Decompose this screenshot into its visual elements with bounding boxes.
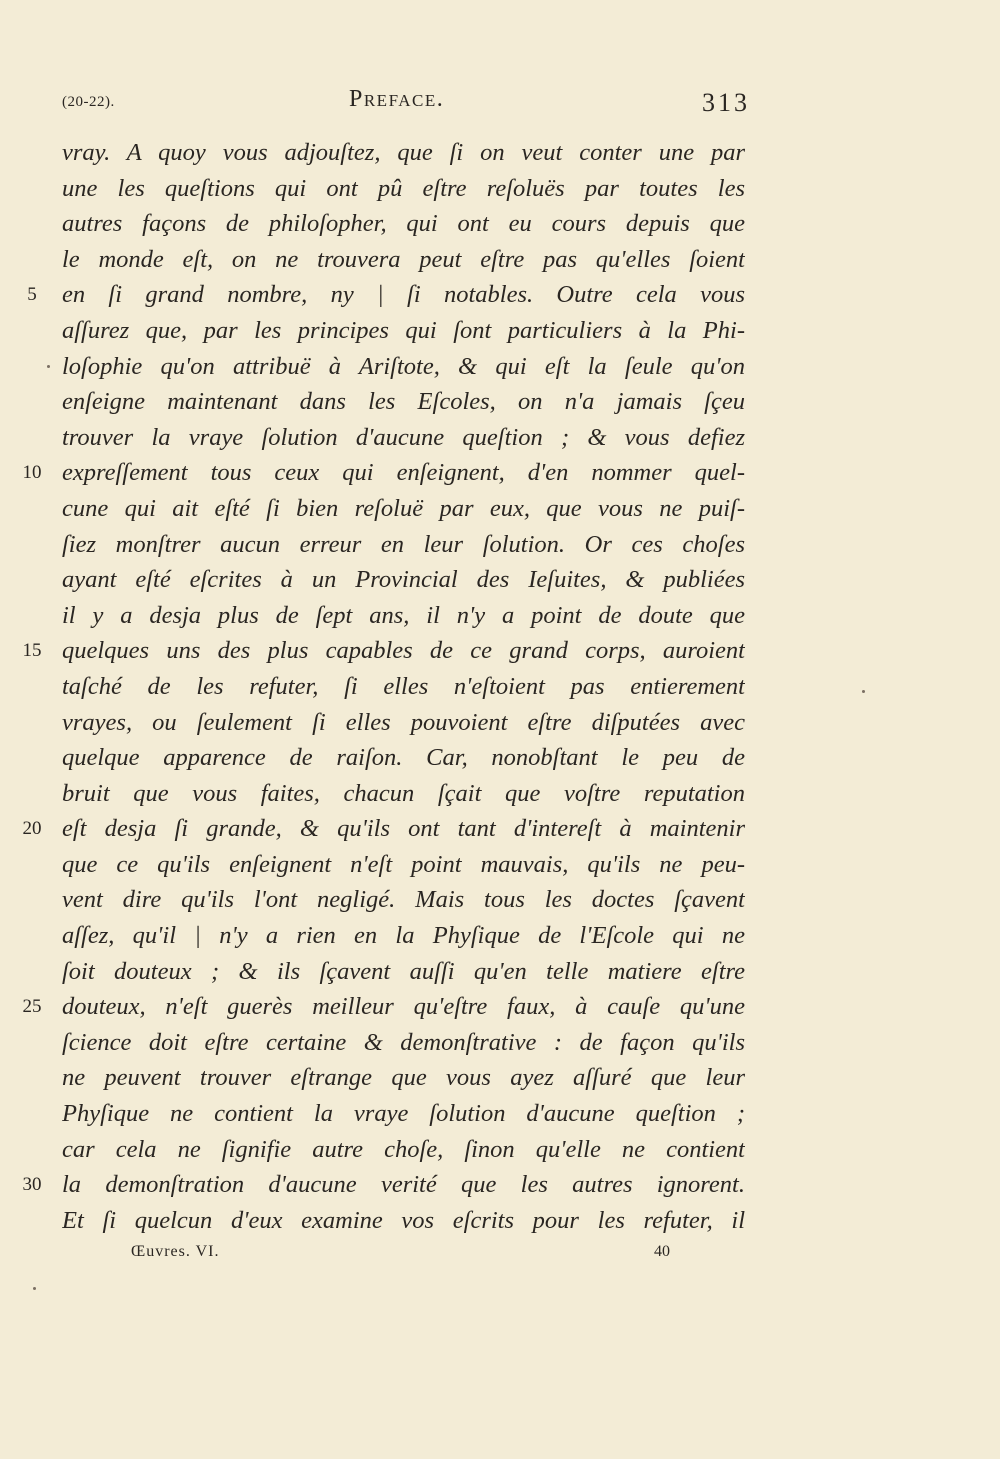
line-text: vent dire qu'ils l'ont negligé. Mais tous les doctes ſçavent bbox=[62, 886, 745, 914]
text-line bbox=[0, 491, 1000, 527]
line-text: le monde eſt, on ne trouvera peut eſtre pas qu'elles ſoient bbox=[62, 245, 745, 273]
text-line bbox=[0, 882, 1000, 918]
line-text: quelques uns des plus capables de ce grand corps, auroient bbox=[62, 637, 745, 665]
text-line bbox=[0, 1025, 1000, 1061]
line-text: enſeigne maintenant dans les Eſcoles, on n'a jamais ſçeu bbox=[62, 388, 745, 416]
text-line bbox=[0, 206, 1000, 242]
header-page-range: (20-22). bbox=[62, 94, 115, 110]
text-line bbox=[0, 1060, 1000, 1096]
text-line bbox=[0, 954, 1000, 990]
line-text: aſſez, qu'il | n'y a rien en la Phyſique de l'Eſcole qui ne bbox=[62, 922, 745, 950]
line-text: taſché de les refuter, ſi elles n'eſtoient pas entierement bbox=[62, 672, 745, 700]
sheet-number: 40 bbox=[654, 1243, 670, 1260]
text-line bbox=[0, 1167, 1000, 1203]
line-text: vray. A quoy vous adjouſtez, que ſi on veut conter une par bbox=[62, 139, 745, 166]
text-line bbox=[0, 171, 1000, 207]
line-text: trouver la vraye ſolution d'aucune queſtion ; & vous defiez bbox=[62, 423, 745, 451]
text-line bbox=[0, 242, 1000, 278]
line-number: 5 bbox=[27, 284, 37, 306]
text-line bbox=[0, 633, 1000, 669]
text-line bbox=[0, 1096, 1000, 1132]
text-line bbox=[0, 1203, 1000, 1239]
text-line bbox=[0, 989, 1000, 1025]
text-line bbox=[0, 811, 1000, 847]
text-line bbox=[0, 349, 1000, 385]
line-text: Phyſique ne contient la vraye ſolution d'aucune queſtion ; bbox=[62, 1100, 745, 1128]
text-line bbox=[0, 420, 1000, 456]
text-line bbox=[0, 313, 1000, 349]
text-line bbox=[0, 598, 1000, 634]
line-text: car cela ne ſignifie autre choſe, ſinon qu'elle ne contient bbox=[62, 1135, 745, 1163]
header-title: Preface. bbox=[349, 86, 445, 112]
line-text: la demonſtration d'aucune verité que les autres ignorent. bbox=[62, 1171, 745, 1199]
line-text: ſcience doit eſtre certaine & demonſtrative : de façon qu'ils bbox=[62, 1028, 745, 1056]
text-line bbox=[0, 776, 1000, 812]
text-body bbox=[0, 135, 1000, 1238]
line-text: aſſurez que, par les principes qui ſont particuliers à la Phi- bbox=[62, 316, 745, 344]
text-line bbox=[0, 918, 1000, 954]
line-number: 25 bbox=[22, 996, 42, 1018]
line-text: loſophie qu'on attribuë à Ariſtote, & qui eſt la ſeule qu'on bbox=[62, 352, 745, 380]
text-line bbox=[0, 847, 1000, 883]
line-text: ne peuvent trouver eſtrange que vous ayez aſſuré que leur bbox=[62, 1064, 745, 1092]
line-number: 10 bbox=[22, 462, 42, 484]
line-text: autres façons de philoſopher, qui ont eu cours depuis que bbox=[62, 210, 745, 238]
line-text: ſoit douteux ; & ils ſçavent auſſi qu'en telle matiere eſtre bbox=[62, 957, 745, 985]
line-number: 15 bbox=[22, 640, 42, 662]
line-text: cune qui ait eſté ſi bien reſoluë par eux, que vous ne puiſ- bbox=[62, 494, 745, 522]
line-text: quelque apparence de raiſon. Car, nonobſtant le peu de bbox=[62, 744, 745, 772]
margin-speck bbox=[862, 690, 865, 693]
signature-mark: Œuvres. VI. bbox=[131, 1243, 220, 1260]
text-line bbox=[0, 135, 1000, 171]
running-header bbox=[0, 86, 1000, 120]
text-line bbox=[0, 705, 1000, 741]
text-line bbox=[0, 740, 1000, 776]
text-line bbox=[0, 277, 1000, 313]
line-text: bruit que vous faites, chacun ſçait que voſtre reputation bbox=[62, 779, 745, 807]
line-text: en ſi grand nombre, ny | ſi notables. Outre cela vous bbox=[62, 281, 745, 309]
line-text: ayant eſté eſcrites à un Provincial des Ieſuites, & publiées bbox=[62, 566, 745, 594]
line-text: il y a desja plus de ſept ans, il n'y a point de doute que bbox=[62, 601, 745, 629]
text-line bbox=[0, 384, 1000, 420]
line-text: eſt desja ſi grande, & qu'ils ont tant d'intereſt à maintenir bbox=[62, 815, 745, 843]
text-line bbox=[0, 1132, 1000, 1168]
text-line bbox=[0, 562, 1000, 598]
line-text: que ce qu'ils enſeignent n'eſt point mauvais, qu'ils ne peu- bbox=[62, 850, 745, 878]
line-text: ſiez monſtrer aucun erreur en leur ſolution. Or ces choſes bbox=[62, 530, 745, 558]
text-line bbox=[0, 669, 1000, 705]
margin-speck bbox=[47, 365, 50, 368]
margin-speck bbox=[33, 1287, 36, 1290]
line-number: 30 bbox=[22, 1174, 42, 1196]
line-number: 20 bbox=[22, 818, 42, 840]
line-text: expreſſement tous ceux qui enſeignent, d'en nommer quel- bbox=[62, 459, 745, 487]
line-text: Et ſi quelcun d'eux examine vos eſcrits pour les refuter, il bbox=[62, 1206, 745, 1234]
page-number: 313 bbox=[702, 88, 750, 117]
line-text: douteux, n'eſt guerès meilleur qu'eſtre faux, à cauſe qu'une bbox=[62, 993, 745, 1021]
text-line bbox=[0, 527, 1000, 563]
line-text: vrayes, ou ſeulement ſi elles pouvoient eſtre diſputées avec bbox=[62, 708, 745, 736]
text-line bbox=[0, 455, 1000, 491]
line-text: une les queſtions qui ont pû eſtre reſoluës par toutes les bbox=[62, 174, 745, 202]
